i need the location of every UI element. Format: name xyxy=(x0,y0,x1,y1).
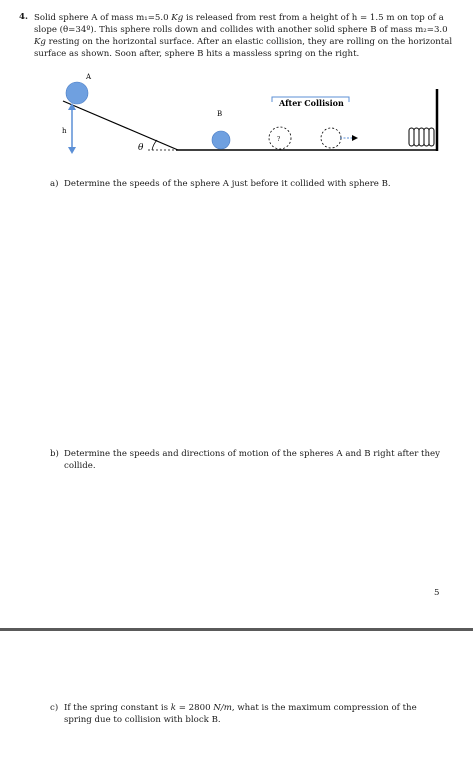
page-number: 5 xyxy=(434,588,440,598)
sphere-a xyxy=(66,82,88,104)
label-h: h xyxy=(62,127,67,135)
incline-slope xyxy=(63,101,178,150)
label-b: B xyxy=(217,110,223,118)
unit-kg-2: Kg xyxy=(34,37,46,47)
part-b xyxy=(50,449,450,472)
part-c-k: k xyxy=(170,703,176,713)
part-a xyxy=(50,179,450,191)
label-theta: θ xyxy=(138,143,144,153)
question-text xyxy=(34,12,454,60)
page-break-bar xyxy=(0,628,473,631)
part-a-text: Determine the speeds of the sphere A just before it collided with sphere B. xyxy=(64,179,391,189)
part-b-text: Determine the speeds and directions of motion of the spheres A and B right after they collide. xyxy=(64,449,440,471)
question-text-part1: Solid sphere A of mass m₁=5.0 xyxy=(34,13,172,23)
unit-kg-1: Kg xyxy=(171,13,184,23)
dashed-sphere-b xyxy=(321,128,341,148)
part-a-label: a) xyxy=(50,179,59,189)
spring xyxy=(409,128,434,146)
question-text-part3: resting on the horizontal surface. After an elastic collision, they are rolling on the horizontal surface as shown. Soon after, sphere B hits a massless spring on the right. xyxy=(34,37,453,59)
question-mark: ? xyxy=(277,136,281,143)
label-a: A xyxy=(86,73,92,81)
question-text-part2: is released from rest from a height of h = 1.5 m on top of a slope (θ=34º). This sphere rolls down and collides with another solid sphere B of mass m₂=3.0 xyxy=(34,13,448,35)
part-c-text-2: = 2800 xyxy=(176,703,214,713)
physics-diagram xyxy=(0,70,473,165)
after-collision-label: After Collision xyxy=(279,98,344,108)
part-b-label: b) xyxy=(50,449,59,459)
height-arrow xyxy=(68,103,76,154)
part-c-unit: N/m xyxy=(213,703,232,713)
motion-arrow-head xyxy=(352,135,358,141)
part-c-text-3: , what is the maximum compression of the spring due to collision with block B. xyxy=(64,703,417,725)
sphere-b xyxy=(212,131,230,149)
part-c-text xyxy=(64,703,444,726)
part-c-label: c) xyxy=(50,703,59,713)
question-number: 4. xyxy=(19,12,28,22)
part-c xyxy=(50,703,450,726)
part-c-text-1: If the spring constant is xyxy=(64,703,171,713)
theta-arc xyxy=(152,140,157,150)
